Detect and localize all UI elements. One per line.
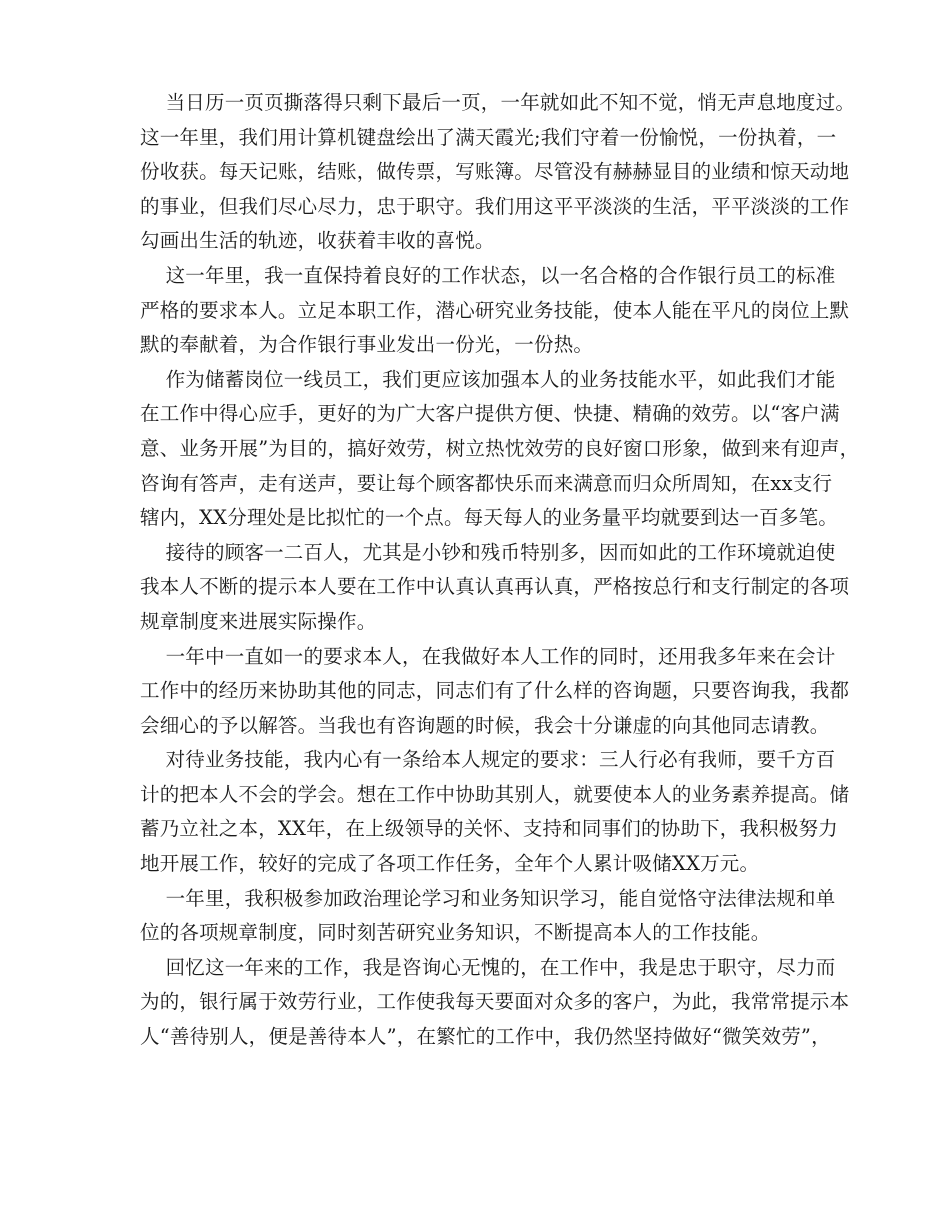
text-line: 辖内，XX分理处是比拟忙的一个点。每天每人的业务量平均就要到达一百多笔。 xyxy=(140,506,838,530)
text-line: 回忆这一年来的工作，我是咨询心无愧的，在工作中，我是忠于职守，尽力而 xyxy=(140,955,836,979)
text-line: 规章制度来进展实际操作。 xyxy=(140,609,377,633)
text-line: 意、业务开展”为目的，搞好效劳，树立热忱效劳的良好窗口形象，做到来有迎声， xyxy=(140,436,860,460)
text-line: 为的，银行属于效劳行业，工作使我每天要面对众多的客户，为此，我常常提示本 xyxy=(140,990,850,1014)
text-line: 咨询有答声，走有送声，要让每个顾客都快乐而来满意而归众所周知，在xx支行 xyxy=(140,471,833,495)
text-line: 位的各项规章制度，同时刻苦研究业务知识，不断提高本人的工作技能。 xyxy=(140,921,771,945)
text-line: 当日历一页页撕落得只剩下最后一页，一年就如此不知不觉，悄无声息地度过。 xyxy=(140,91,856,114)
text-line: 接待的顾客一二百人，尤其是小钞和残币特别多，因而如此的工作环境就迫使 xyxy=(140,540,836,564)
text-line: 蓄乃立社之本，XX年，在上级领导的关怀、支持和同事们的协助下，我积极努力 xyxy=(140,817,838,841)
text-line: 一年中一直如一的要求本人，在我做好本人工作的同时，还用我多年来在会计 xyxy=(140,644,836,668)
text-line: 在工作中得心应手，更好的为广大客户提供方便、快捷、精确的效劳。以“客户满 xyxy=(140,402,840,426)
text-line: 这一年里，我们用计算机键盘绘出了满天霞光;我们守着一份愉悦，一份执着，一 xyxy=(140,125,837,149)
text-line: 份收获。每天记账，结账，做传票，写账簿。尽管没有赫赫显目的业绩和惊天动地 xyxy=(140,160,850,184)
body-text xyxy=(140,86,860,1055)
text-line: 计的把本人不会的学会。想在工作中协助其别人，就要使本人的业务素养提高。储 xyxy=(140,782,850,806)
text-line: 作为储蓄岗位一线员工，我们更应该加强本人的业务技能水平，如此我们才能 xyxy=(140,367,836,391)
text-line: 这一年里，我一直保持着良好的工作状态，以一名合格的合作银行员工的标准 xyxy=(140,263,836,287)
text-line: 人“善待别人，便是善待本人”，在繁忙的工作中，我仍然坚持做好“微笑效劳”， xyxy=(140,1025,831,1049)
text-line: 严格的要求本人。立足本职工作，潜心研究业务技能，使本人能在平凡的岗位上默 xyxy=(140,298,850,322)
text-line: 我本人不断的提示本人要在工作中认真认真再认真，严格按总行和支行制定的各项 xyxy=(140,575,850,599)
text-line: 会细心的予以解答。当我也有咨询题的时候，我会十分谦虚的向其他同志请教。 xyxy=(140,713,830,737)
text-line: 地开展工作，较好的完成了各项工作任务，全年个人累计吸储XX万元。 xyxy=(140,852,760,876)
text-line: 对待业务技能，我内心有一条给本人规定的要求：三人行必有我师，要千方百 xyxy=(140,748,836,772)
text-line: 一年里，我积极参加政治理论学习和业务知识学习，能自觉恪守法律法规和单 xyxy=(140,886,836,910)
text-line: 勾画出生活的轨迹，收获着丰收的喜悦。 xyxy=(140,229,495,253)
text-line: 工作中的经历来协助其他的同志，同志们有了什么样的咨询题，只要咨询我，我都 xyxy=(140,679,850,703)
text-line: 默的奉献着，为合作银行事业发出一份光，一份热。 xyxy=(140,333,594,357)
text-line: 的事业，但我们尽心尽力，忠于职守。我们用这平平淡淡的生活，平平淡淡的工作 xyxy=(140,194,850,218)
